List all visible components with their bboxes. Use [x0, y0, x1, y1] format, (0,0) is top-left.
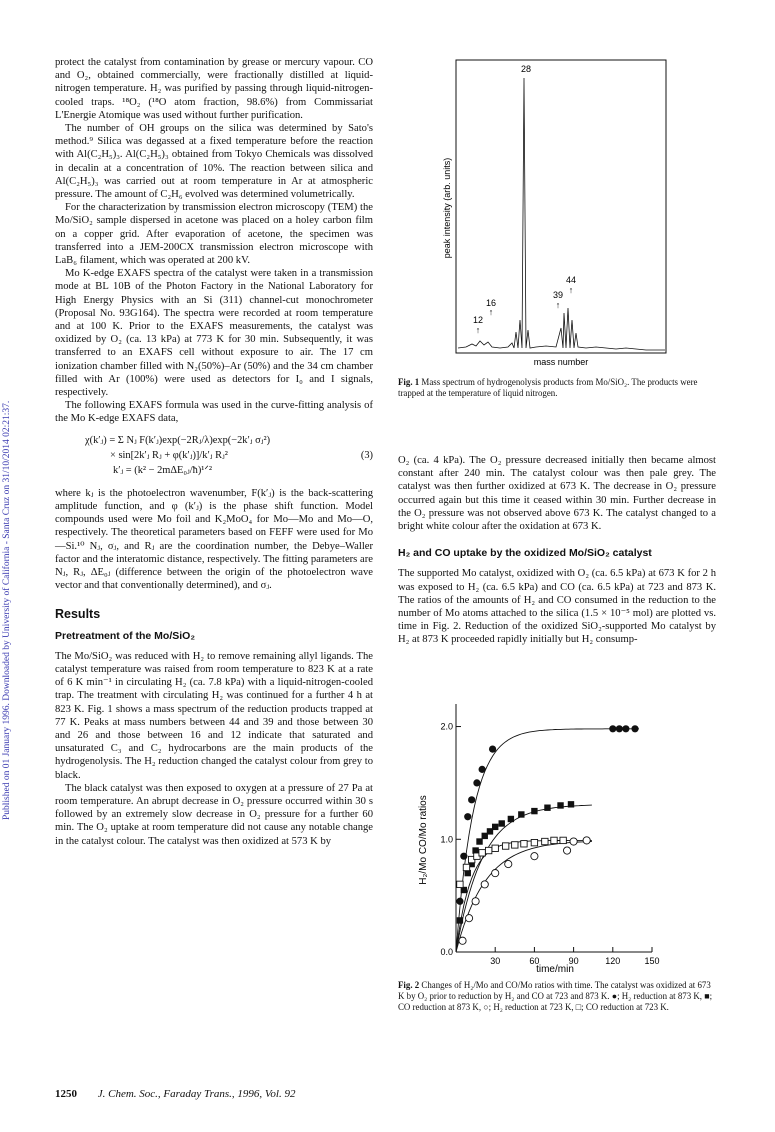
- fig2-caption-text: Changes of H₂/Mo and CO/Mo ratios with time. The catalyst was oxidized at 673 K by O₂ prior to reduction by H₂ and CO at 723 and 873 K. ●; H₂ reduction at 873 K, ■; CO reduction at 873 K, ○; H₂ reduction at 723 K, □; CO reduction at 723 K.: [398, 980, 713, 1012]
- right-column: [398, 454, 716, 647]
- paragraph: The number of OH groups on the silica was determined by Sato's method.⁹ Silica was degassed at a fixed temperature before the reaction with Al(C₂H₅)₃. Al(C₂H₅)₃ obtained from Tokyo Chemicals was dissolved in decalin at a concentration of 10%. The reaction between silica and Al(C₂H₅)₃ was carried out at room temperature in Ar at atmospheric pressure. The amount of C₂H₆ evolved was determined volumetrically.: [55, 123, 373, 201]
- fig2-point-co-873: [476, 838, 482, 844]
- fig2-x-tick-label: 120: [605, 956, 621, 966]
- fig2-point-h2-873: [616, 725, 623, 732]
- fig1-arrow-icon: ↑: [568, 285, 574, 295]
- fig1-xlabel: mass number: [533, 357, 589, 367]
- fig2-point-co-873: [544, 805, 550, 811]
- fig2-point-co-723: [542, 838, 548, 844]
- subsection-heading: Pretreatment of the Mo/SiO₂: [55, 629, 196, 642]
- fig2-point-co-723: [457, 881, 463, 887]
- fig2-point-co-873: [499, 820, 505, 826]
- fig1-caption-label: Fig. 1: [398, 377, 420, 387]
- fig1-arrow-icon: ↑: [475, 325, 481, 335]
- fig2-ylabel: H₂/Mo CO/Mo ratios: [418, 795, 429, 885]
- fig2-point-co-873: [492, 824, 498, 830]
- fig2-y-tick-label: 0.0: [440, 947, 453, 957]
- fig2-y-tick-label: 2.0: [440, 721, 453, 732]
- fig2-point-co-723: [492, 845, 498, 851]
- paragraph: For the characterization by transmission electron microscopy (TEM) the Mo/SiO₂ sample dispersed in acetone was placed on a holey carbon film on a copper grid. After evaporation of acetone, the specimen was transferred into a JEM-200CX transmission electron microscope with LaB₆ filament, which was operated at 200 kV.: [55, 202, 373, 267]
- paragraph: The black catalyst was then exposed to oxygen at a pressure of 27 Pa at room temperature. An abrupt decrease in O₂ pressure occurred within 30 s followed by an extremely slow decrease in O₂ pressure for a further 60 min. The O₂ uptake at room temperature did not cause any notable change in the catalyst colour. The catalyst was then oxidized at 573 K by: [55, 782, 373, 847]
- paragraph: The following EXAFS formula was used in the curve-fitting analysis of the Mo K-edge EXAFS data,: [55, 400, 373, 425]
- left-column: [55, 56, 373, 848]
- fig2-point-co-723: [560, 837, 566, 843]
- journal-citation: J. Chem. Soc., Faraday Trans., 1996, Vol. 92: [97, 1088, 296, 1100]
- fig2-point-co-723: [463, 864, 469, 870]
- fig2-x-tick-label: 150: [644, 956, 660, 966]
- paragraph: protect the catalyst from contamination by grease or mercury vapour. CO and O₂, obtained commercially, were fractionally distilled at liquid-nitrogen temperature. H₂ was purified by passing through liquid-nitrogen-cooled traps. ¹⁸O₂ (¹⁸O atom fraction, 98.6%) from Commissariat L'Energie Atomique was used without further purification.: [55, 57, 373, 121]
- paragraph: Mo K-edge EXAFS spectra of the catalyst were taken in a transmission mode at BL 10B of the Photon Factory in the National Laboratory for High Energy Physics with an Si (311) channel-cut monochrometer (Proposal No. 93G164). The spectra were recorded at room temperature and at 100 K. Prior to the EXAFS measurements, the catalyst was oxidized by O₂ (ca. 13 kPa) at 773 K for 30 min. Subsequently, it was transferred to an EXAFS cell without exposure to air. The 17 cm ionization chamber filled with N₂(50%)–Ar (50%) and the 34 cm chamber filled with Ar (100%) were used as detectors for I₀ and I signals, respectively.: [55, 268, 373, 399]
- subsection-heading: H₂ and CO uptake by the oxidized Mo/SiO₂ catalyst: [398, 547, 652, 560]
- fig2-point-co-723: [502, 843, 508, 849]
- fig1-caption-text: Mass spectrum of hydrogenolysis products from Mo/SiO₂. The products were trapped at the temperature of liquid nitrogen.: [398, 377, 698, 398]
- fig2-point-h2-723: [563, 847, 570, 854]
- fig2-point-h2-723: [583, 837, 590, 844]
- fig2-x-tick-label: 30: [490, 956, 501, 966]
- fig2-point-co-873: [518, 811, 524, 817]
- fig1-arrow-icon: ↑: [555, 300, 561, 310]
- fig2-caption-label: Fig. 2: [398, 980, 420, 990]
- fig2-y-tick-label: 1.0: [440, 834, 453, 845]
- page-number: 1250: [55, 1088, 77, 1100]
- fig2-series-curve: [456, 805, 592, 952]
- fig2-point-h2-873: [468, 796, 475, 803]
- fig2-chart: [410, 690, 710, 1010]
- fig2-point-co-873: [557, 802, 563, 808]
- fig1-peak-label: 28: [520, 64, 532, 74]
- page-footer: [55, 1088, 295, 1100]
- fig1-peak-label: 39: [552, 290, 564, 300]
- paragraph: The supported Mo catalyst, oxidized with O₂ (ca. 6.5 kPa) at 673 K for 2 h was exposed to H₂ (ca. 6.5 kPa) and CO (ca. 6.5 kPa) at 723 and 873 K. The ratios of the amounts of H₂ and CO consumed in the reduction to the number of Mo atoms attached to the silica (1.5 × 10⁻⁵ mol) are plotted vs. time in Fig. 2. Reduction of the oxidized SiO₂-supported Mo catalyst by H₂ at 873 K proceeded rapidly initially but H₂ consump-: [398, 568, 716, 646]
- fig1-mass-spectrum: [436, 58, 676, 373]
- fig2-point-co-723: [551, 837, 557, 843]
- fig2-point-h2-723: [481, 881, 488, 888]
- fig2-marks: [456, 725, 638, 944]
- paragraph: O₂ (ca. 4 kPa). The O₂ pressure decreased initially then became almost constant after 240 min. The catalyst colour was then pale grey. The catalyst was then further oxidized at 673 K. The decrease in O₂ pressure occurred again but this time it ceased within 30 min. Further decrease in the O₂ pressure was not observed above 673 K. The catalyst changed to a bright white colour after the oxidation at 673 K.: [398, 455, 716, 533]
- fig2-point-h2-723: [492, 869, 499, 876]
- paragraph: where kⱼ is the photoelectron wavenumber, F(k′ⱼ) is the back-scattering amplitude function, and φ (k′ⱼ) is the phase shift function. Model compounds used were Mo foil and K₂MoO₄ for Mo—Mo and Mo—O, respectively. The theoretical parameters based on FEFF were used for Mo—Si.¹⁰ Nⱼ, σⱼ, and Rⱼ are the coordination number, the Debye–Waller factor and the interatomic distance, respectively. The fitting parameters are Nⱼ, Rⱼ, ΔE₀ⱼ (difference between the origin of the photoelectron wave vector and that conventionally determined), and σⱼ.: [55, 487, 373, 592]
- download-notice-text: Published on 01 January 1996. Downloaded by University of California - Santa Cruz on 31/10/2014 02:21:37.: [2, 400, 12, 820]
- fig2-point-h2-723: [531, 853, 538, 860]
- paragraph: The Mo/SiO₂ was reduced with H₂ to remove remaining allyl ligands. The catalyst temperature was raised from room temperature to 823 K at a rate of 6 K min⁻¹ in circulating H₂ (ca. 7.8 kPa) with a liquid-nitrogen-cooled trap. The treatment with circulating H₂ was continued for a further 4 h at 823 K. Fig. 1 shows a mass spectrum of the reduction products trapped at 77 K. Peaks at mass numbers between 44 and 39 and those between 30 and 26 and those between 16 and 12 indicate that saturated and unsaturated C₃ and C₂ hydrocarbons are the main products of the hydrogenolysis. The H₂ reduction changed the catalyst colour from grey to black.: [55, 650, 373, 781]
- fig2-point-h2-873: [479, 766, 486, 773]
- equation-number: (3): [360, 449, 373, 461]
- fig1-ylabel: peak intensity (arb. units): [442, 157, 452, 259]
- download-notice: [2, 200, 16, 820]
- fig2-point-h2-873: [464, 813, 471, 820]
- fig2-point-h2-723: [472, 898, 479, 905]
- fig2-xlabel: time/min: [536, 964, 574, 975]
- equation-line: k′ⱼ = (k² − 2mΔE₀ⱼ/ħ)¹ᐟ²: [113, 464, 212, 476]
- fig2-point-co-723: [479, 850, 485, 856]
- fig2-point-h2-723: [570, 838, 577, 845]
- fig2-point-h2-723: [465, 915, 472, 922]
- fig2-x-tick-label: 60: [529, 956, 540, 966]
- fig2-point-h2-873: [473, 779, 480, 786]
- fig2-point-co-723: [485, 847, 491, 853]
- fig2-point-h2-873: [489, 745, 496, 752]
- section-heading: Results: [55, 607, 101, 622]
- exafs-equation: [55, 434, 373, 479]
- fig2-point-h2-723: [505, 860, 512, 867]
- fig2-point-co-873: [508, 816, 514, 822]
- fig1-arrow-icon: ↑: [488, 307, 494, 317]
- fig1-caption: [398, 377, 718, 399]
- fig2-point-co-873: [457, 917, 463, 923]
- fig2-point-h2-873: [622, 725, 629, 732]
- fig2-point-h2-873: [460, 853, 467, 860]
- fig2-point-co-873: [531, 808, 537, 814]
- fig2-point-h2-873: [631, 725, 638, 732]
- fig2-point-h2-873: [456, 898, 463, 905]
- fig2-point-co-723: [512, 842, 518, 848]
- fig2-point-co-723: [521, 841, 527, 847]
- equation-line: × sin[2k′ⱼ Rⱼ + φ(k′ⱼ)]/k′ⱼ Rⱼ²: [110, 449, 228, 461]
- fig1-peak-label: 16: [485, 298, 497, 308]
- fig2-axes: [440, 704, 659, 966]
- fig2-point-h2-873: [609, 725, 616, 732]
- equation-line: χ(k′ⱼ) = Σ Nⱼ F(k′ⱼ)exp(−2Rⱼ/λ)exp(−2k′ⱼ σⱼ²): [85, 434, 271, 446]
- fig2-point-co-873: [568, 801, 574, 807]
- fig1-peak-label: 44: [565, 275, 577, 285]
- fig2-caption: [398, 980, 718, 1013]
- fig1-peak-label: 12: [472, 315, 484, 325]
- fig2-point-co-723: [531, 839, 537, 845]
- fig2-x-tick-label: 90: [568, 956, 579, 966]
- fig2-point-h2-723: [459, 937, 466, 944]
